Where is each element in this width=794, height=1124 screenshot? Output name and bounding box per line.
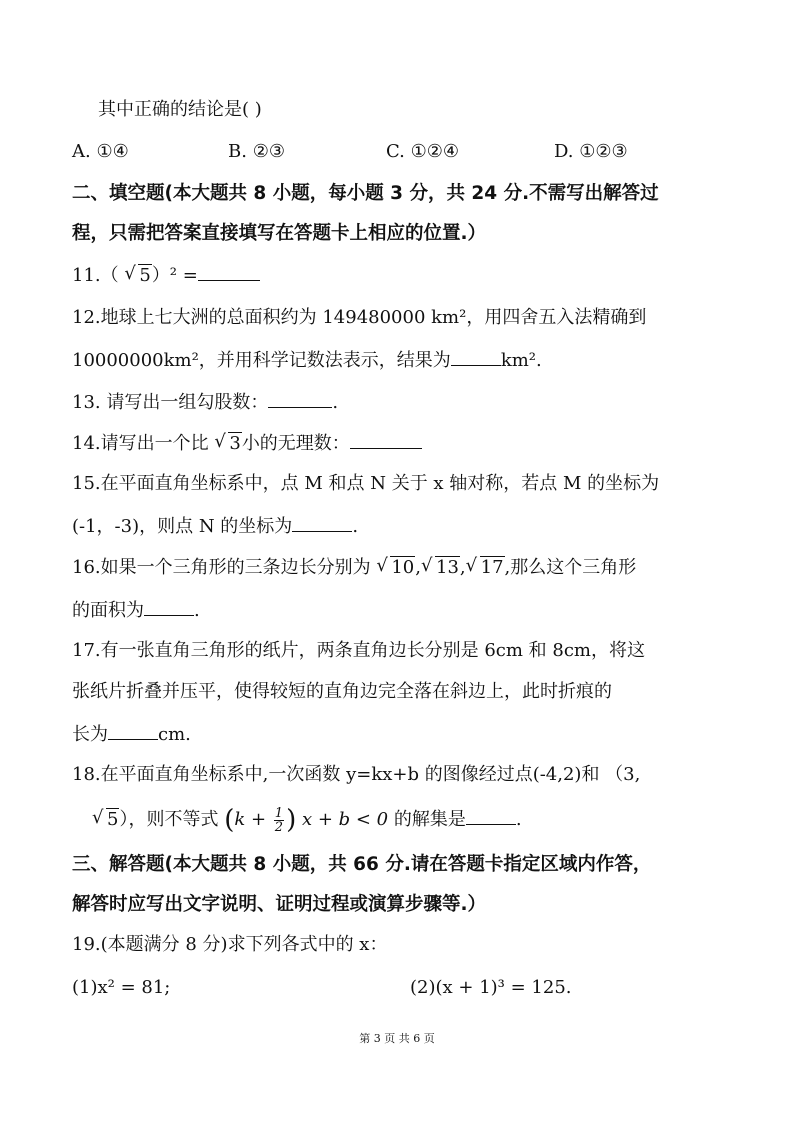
option-b: B. ②③ [228,141,285,162]
question-19-part2: (2)(x + 1)³ = 125. [410,977,572,998]
question-19-stem: 19.(本题满分 8 分)求下列各式中的 x： [72,934,388,955]
question-11: 11.（ √ 5）² = [72,262,260,288]
answer-blank [144,597,194,616]
option-d: D. ①②③ [554,141,628,162]
question-16-line1: 16.如果一个三角形的三条边长分别为 √ 10, √ 13, √ 17,那么这个三角形 [72,555,637,578]
answer-blank [466,806,516,825]
sqrt-10: √ 10 [376,555,415,578]
answer-blank [198,262,260,281]
question-17-line2: 张纸片折叠并压平，使得较短的直角边完全落在斜边上，此时折痕的 [72,681,612,702]
sqrt-5: √ 5 [92,807,119,830]
question-14: 14.请写出一个比 √ 3小的无理数： [72,430,422,456]
section2-heading-line2: 程，只需把答案直接填写在答题卡上相应的位置.） [72,223,487,244]
answer-blank [108,721,158,740]
sqrt-5: √ 5 [124,263,151,286]
inequality-expression: (k + $\frac{1}{2}$ ) x + b < 0 [224,805,389,835]
answer-blank [292,513,352,532]
sqrt-13: √ 13 [421,555,459,578]
options-row [0,140,794,164]
fraction-one-half: $\frac{1}{2}$ [274,805,284,835]
question-17-line1: 17.有一张直角三角形的纸片，两条直角边长分别是 6cm 和 8cm，将这 [72,640,645,661]
question-16-line2: 的面积为 . [72,597,200,623]
page-footer: 第 3 页 共 6 页 [359,1032,435,1045]
question-17-line3: 长为 cm. [72,721,191,747]
sqrt-17: √ 17 [465,555,504,578]
question-15-line1: 15.在平面直角坐标系中，点 M 和点 N 关于 x 轴对称，若点 M 的坐标为 [72,473,660,494]
answer-blank [350,430,422,449]
option-c: C. ①②④ [386,141,460,162]
question-18-line2: √ 5），则不等式 (k + $\frac{1}{2}$ ) x + b < 0 的解集是 . [92,805,522,835]
question-12-line1: 12.地球上七大洲的总面积约为 149480000 km²，用四舍五入法精确到 [72,307,647,328]
sqrt-3: √ 3 [214,431,241,454]
section3-heading-line1: 三、解答题(本大题共 8 小题，共 66 分.请在答题卡指定区域内作答， [72,854,652,875]
question-13: 13. 请写出一组勾股数： . [72,389,338,415]
question-stem: 其中正确的结论是( ) [98,99,262,120]
question-15-line2: (-1，-3)，则点 N 的坐标为 . [72,513,358,539]
answer-blank [268,389,332,408]
question-12-line2: 10000000km²，并用科学记数法表示，结果为 km². [72,347,542,373]
answer-blank [451,347,501,366]
option-a: A. ①④ [72,141,129,162]
question-18-line1: 18.在平面直角坐标系中,一次函数 y=kx+b 的图像经过点(-4,2)和 （3, [72,764,641,785]
section2-heading-line1: 二、填空题(本大题共 8 小题，每小题 3 分，共 24 分.不需写出解答过 [72,183,659,204]
section3-heading-line2: 解答时应写出文字说明、证明过程或演算步骤等.） [72,894,487,915]
question-19-part1: (1)x² = 81; [72,977,171,998]
